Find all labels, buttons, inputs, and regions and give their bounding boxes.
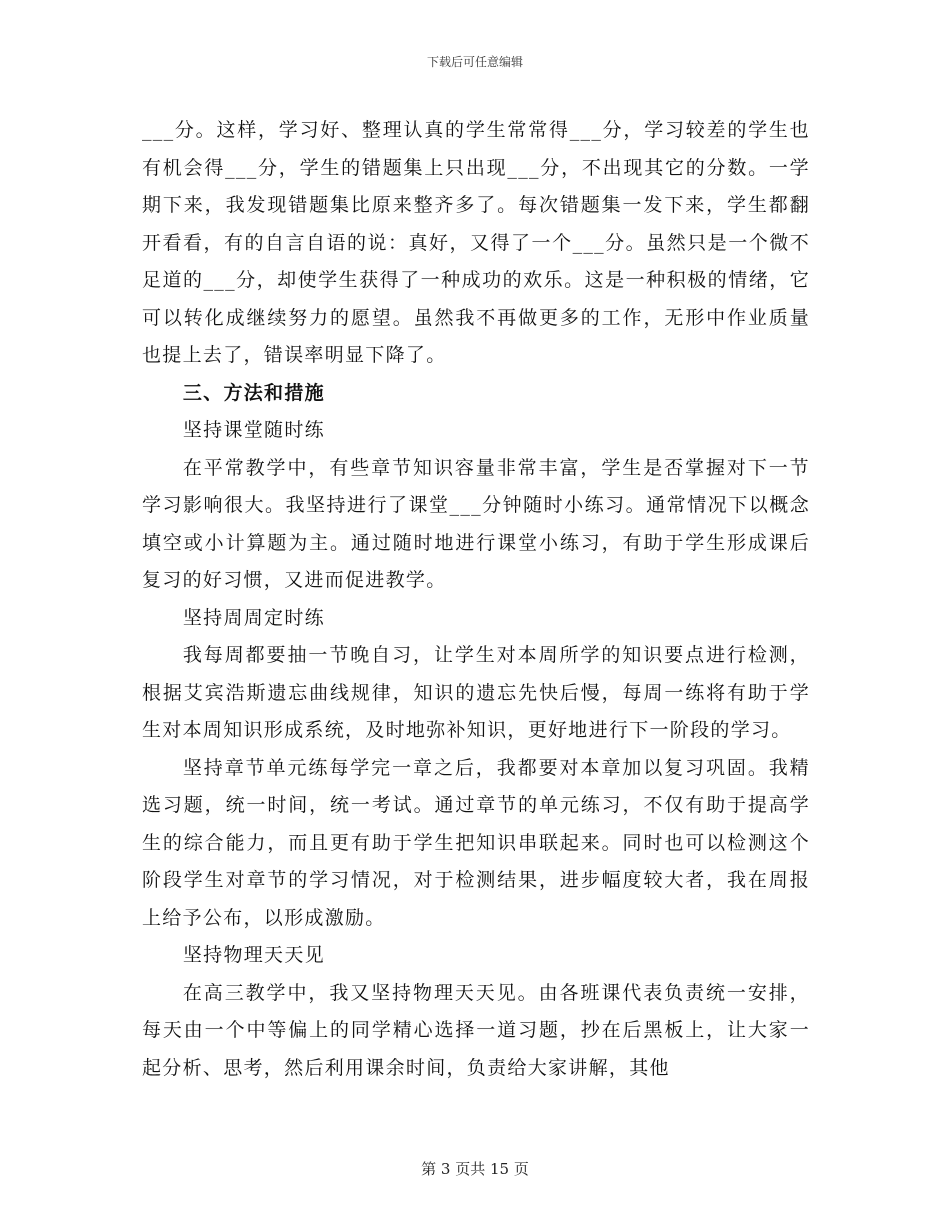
subheading-daily-physics: 坚持物理天天见	[182, 944, 325, 966]
section-heading: 三、方法和措施	[182, 381, 325, 404]
paragraph-classroom-practice: 在平常教学中，有些章节知识容量非常丰富，学生是否掌握对下一节学习影响很大。我坚持进行了课堂___分钟随时小练习。通常情况下以概念填空或小计算题为主。通过随时地进行课堂小练习，有助于学生形成课后复习的好习惯，又进而促进教学。	[142, 456, 810, 591]
subheading-weekly-practice: 坚持周周定时练	[182, 606, 325, 629]
paragraph-chapter-practice: 坚持章节单元练每学完一章之后，我都要对本章加以复习巩固。我精选习题，统一时间，统一考试。通过章节的单元练习，不仅有助于提高学生的综合能力，而且更有助于学生把知识串联起来。同时也可以检测这个阶段学生对章节的学习情况，对于检测结果，进步幅度较大者，我在周报上给予公布，以形成激励。	[142, 756, 810, 929]
page-footer: 第 3 页共 15 页	[421, 1160, 529, 1178]
page-header: 下载后可任意编辑	[426, 55, 523, 69]
paragraph-continuation: ___分。这样，学习好、整理认真的学生常常得___分，学习较差的学生也有机会得___分，学生的错题集上只出现___分，不出现其它的分数。一学期下来，我发现错题集比原来整齐多了。每次错题集一发下来，学生都翻开看看，有的自言自语的说：真好，又得了一个___分。虽然只是一个微不足道的___分，却使学生获得了一种成功的欢乐。这是一种积极的情绪，它可以转化成继续努力的愿望。虽然我不再做更多的工作，无形中作业质量也提上去了，错误率明显下降了。	[142, 119, 810, 366]
subheading-classroom-practice: 坚持课堂随时练	[182, 419, 325, 441]
document-body	[142, 112, 810, 1087]
paragraph-weekly-practice: 我每周都要抽一节晚自习，让学生对本周所学的知识要点进行检测，根据艾宾浩斯遗忘曲线规律，知识的遗忘先快后慢，每周一练将有助于学生对本周知识形成系统，及时地弥补知识，更好地进行下一阶段的学习。	[142, 644, 810, 741]
paragraph-daily-physics: 在高三教学中，我又坚持物理天天见。由各班课代表负责统一安排，每天由一个中等偏上的同学精心选择一道习题，抄在后黑板上，让大家一起分析、思考，然后利用课余时间，负责给大家讲解，其他	[142, 981, 810, 1079]
